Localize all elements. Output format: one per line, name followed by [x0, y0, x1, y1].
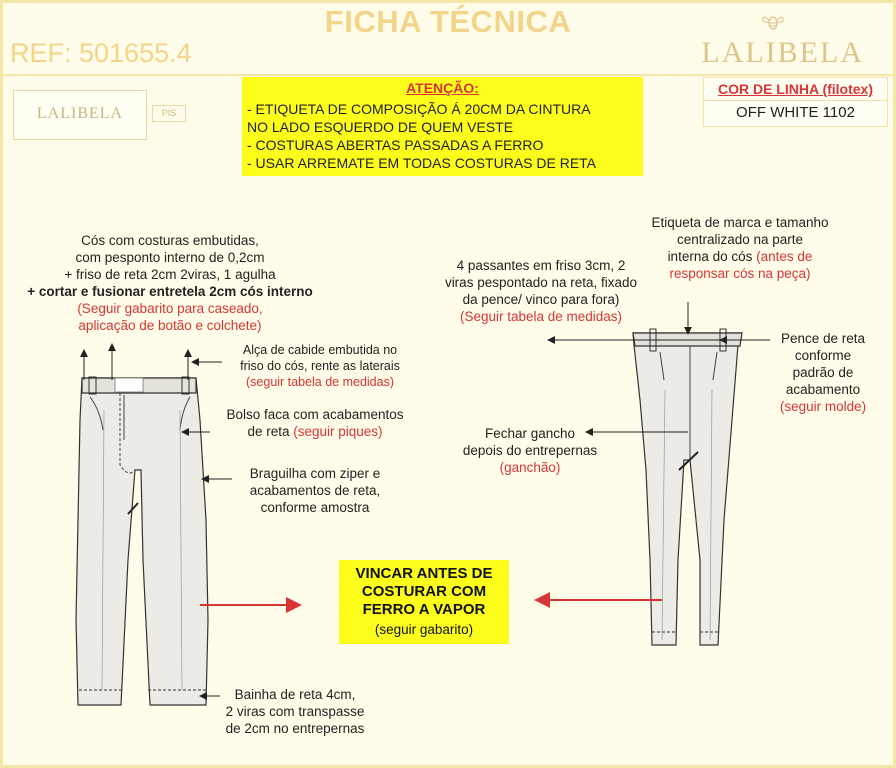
waistband-note-line: + friso de reta 2cm 2viras, 1 agulha — [64, 267, 276, 282]
fly-note-line: acabamentos de reta, — [249, 483, 381, 498]
thread-color-title: COR DE LINHA (filotex) — [717, 81, 874, 97]
brand-label-note-line: centralizado na parte — [676, 232, 804, 247]
belt-loops-note-line: viras pespontado na reta, fixado — [444, 275, 638, 290]
waistband-note-line: com pesponto interno de 0,2cm — [75, 250, 265, 265]
hanger-loop-note-line: Alça de cabide embutida no — [242, 343, 398, 357]
belt-loops-note-line: 4 passantes em friso 3cm, 2 — [456, 258, 626, 273]
brand-label-note-line: Etiqueta de marca e tamanho — [651, 215, 829, 230]
hook-note-line: depois do entrepernas — [462, 443, 598, 458]
hem-note-line: Bainha de reta 4cm, — [234, 687, 356, 702]
belt-loops-note-red: (Seguir tabela de medidas) — [459, 309, 623, 324]
fly-note — [232, 465, 398, 516]
dart-note-line: conforme — [794, 348, 852, 363]
dart-note — [768, 330, 878, 415]
hook-note — [440, 425, 620, 476]
belt-loops-note-line: da pence/ vinco para fora) — [462, 292, 620, 307]
press-note-line: FERRO A VAPOR — [362, 601, 486, 618]
brand-label-note-red: responsar cós na peça) — [669, 266, 811, 281]
press-note-red: (seguir gabarito) — [374, 622, 474, 637]
pocket-note-line: de reta — [247, 424, 294, 439]
front-trousers-drawing — [76, 377, 208, 705]
press-note-line: COSTURAR COM — [361, 583, 487, 600]
hanger-loop-note-line: friso do cós, rente as laterais — [240, 359, 400, 373]
brand-logo: LALIBELA — [701, 36, 864, 69]
waistband-note — [20, 232, 320, 334]
waistband-note-line: + cortar e fusionar entretela 2cm cós interno — [27, 284, 313, 299]
belt-loops-note — [425, 257, 657, 325]
brand-label-note-red: (antes de — [756, 249, 813, 264]
dart-note-line: acabamento — [785, 382, 861, 397]
attention-line: - COSTURAS ABERTAS PASSADAS A FERRO — [247, 137, 544, 153]
hem-note-line: 2 viras com transpasse — [225, 704, 365, 719]
press-note-box — [339, 560, 509, 644]
attention-title: ATENÇÃO: — [406, 80, 479, 96]
attention-line: NO LADO ESQUERDO DE QUEM VESTE — [247, 119, 514, 135]
fly-note-line: conforme amostra — [260, 500, 370, 515]
hanger-loop-note-red: (seguir tabela de medidas) — [246, 375, 394, 389]
waistband-note-red: aplicação de botão e colchete) — [78, 318, 262, 333]
dart-note-line: Pence de reta — [780, 331, 866, 346]
attention-line: - USAR ARREMATE EM TODAS COSTURAS DE RETA — [247, 155, 597, 171]
pocket-note-red: (seguir piques) — [293, 424, 383, 439]
hanger-loop-note — [225, 342, 415, 390]
hook-note-line: Fechar gancho — [484, 426, 576, 441]
fly-note-line: Braguilha com ziper e — [249, 466, 381, 481]
hem-note — [212, 686, 378, 737]
pis-label: PIS — [152, 105, 186, 122]
dart-note-line: padrão de — [792, 365, 854, 380]
page-title: FICHA TÉCNICA — [324, 4, 572, 39]
reference-code: REF: 501655.4 — [10, 38, 192, 68]
label-logo-text: LALIBELA — [36, 105, 124, 122]
hem-note-line: de 2cm no entrepernas — [225, 721, 365, 736]
brand-label-note-line: interna do cós — [667, 249, 757, 264]
waistband-note-line: Cós com costuras embutidas, — [81, 233, 259, 248]
back-trousers-drawing — [633, 329, 742, 645]
press-note-line: VINCAR ANTES DE — [355, 565, 493, 582]
waistband-note-red: (Seguir gabarito para caseado, — [77, 301, 263, 316]
pocket-note — [212, 406, 418, 440]
dart-note-red: (seguir molde) — [779, 399, 867, 414]
brand-label-note — [630, 214, 850, 282]
thread-color-value: OFF WHITE 1102 — [736, 104, 855, 121]
hook-note-red: (ganchão) — [499, 460, 561, 475]
pocket-note-line: Bolso faca com acabamentos — [226, 407, 404, 422]
attention-line: - ETIQUETA DE COMPOSIÇÃO Á 20CM DA CINTURA — [247, 101, 591, 117]
